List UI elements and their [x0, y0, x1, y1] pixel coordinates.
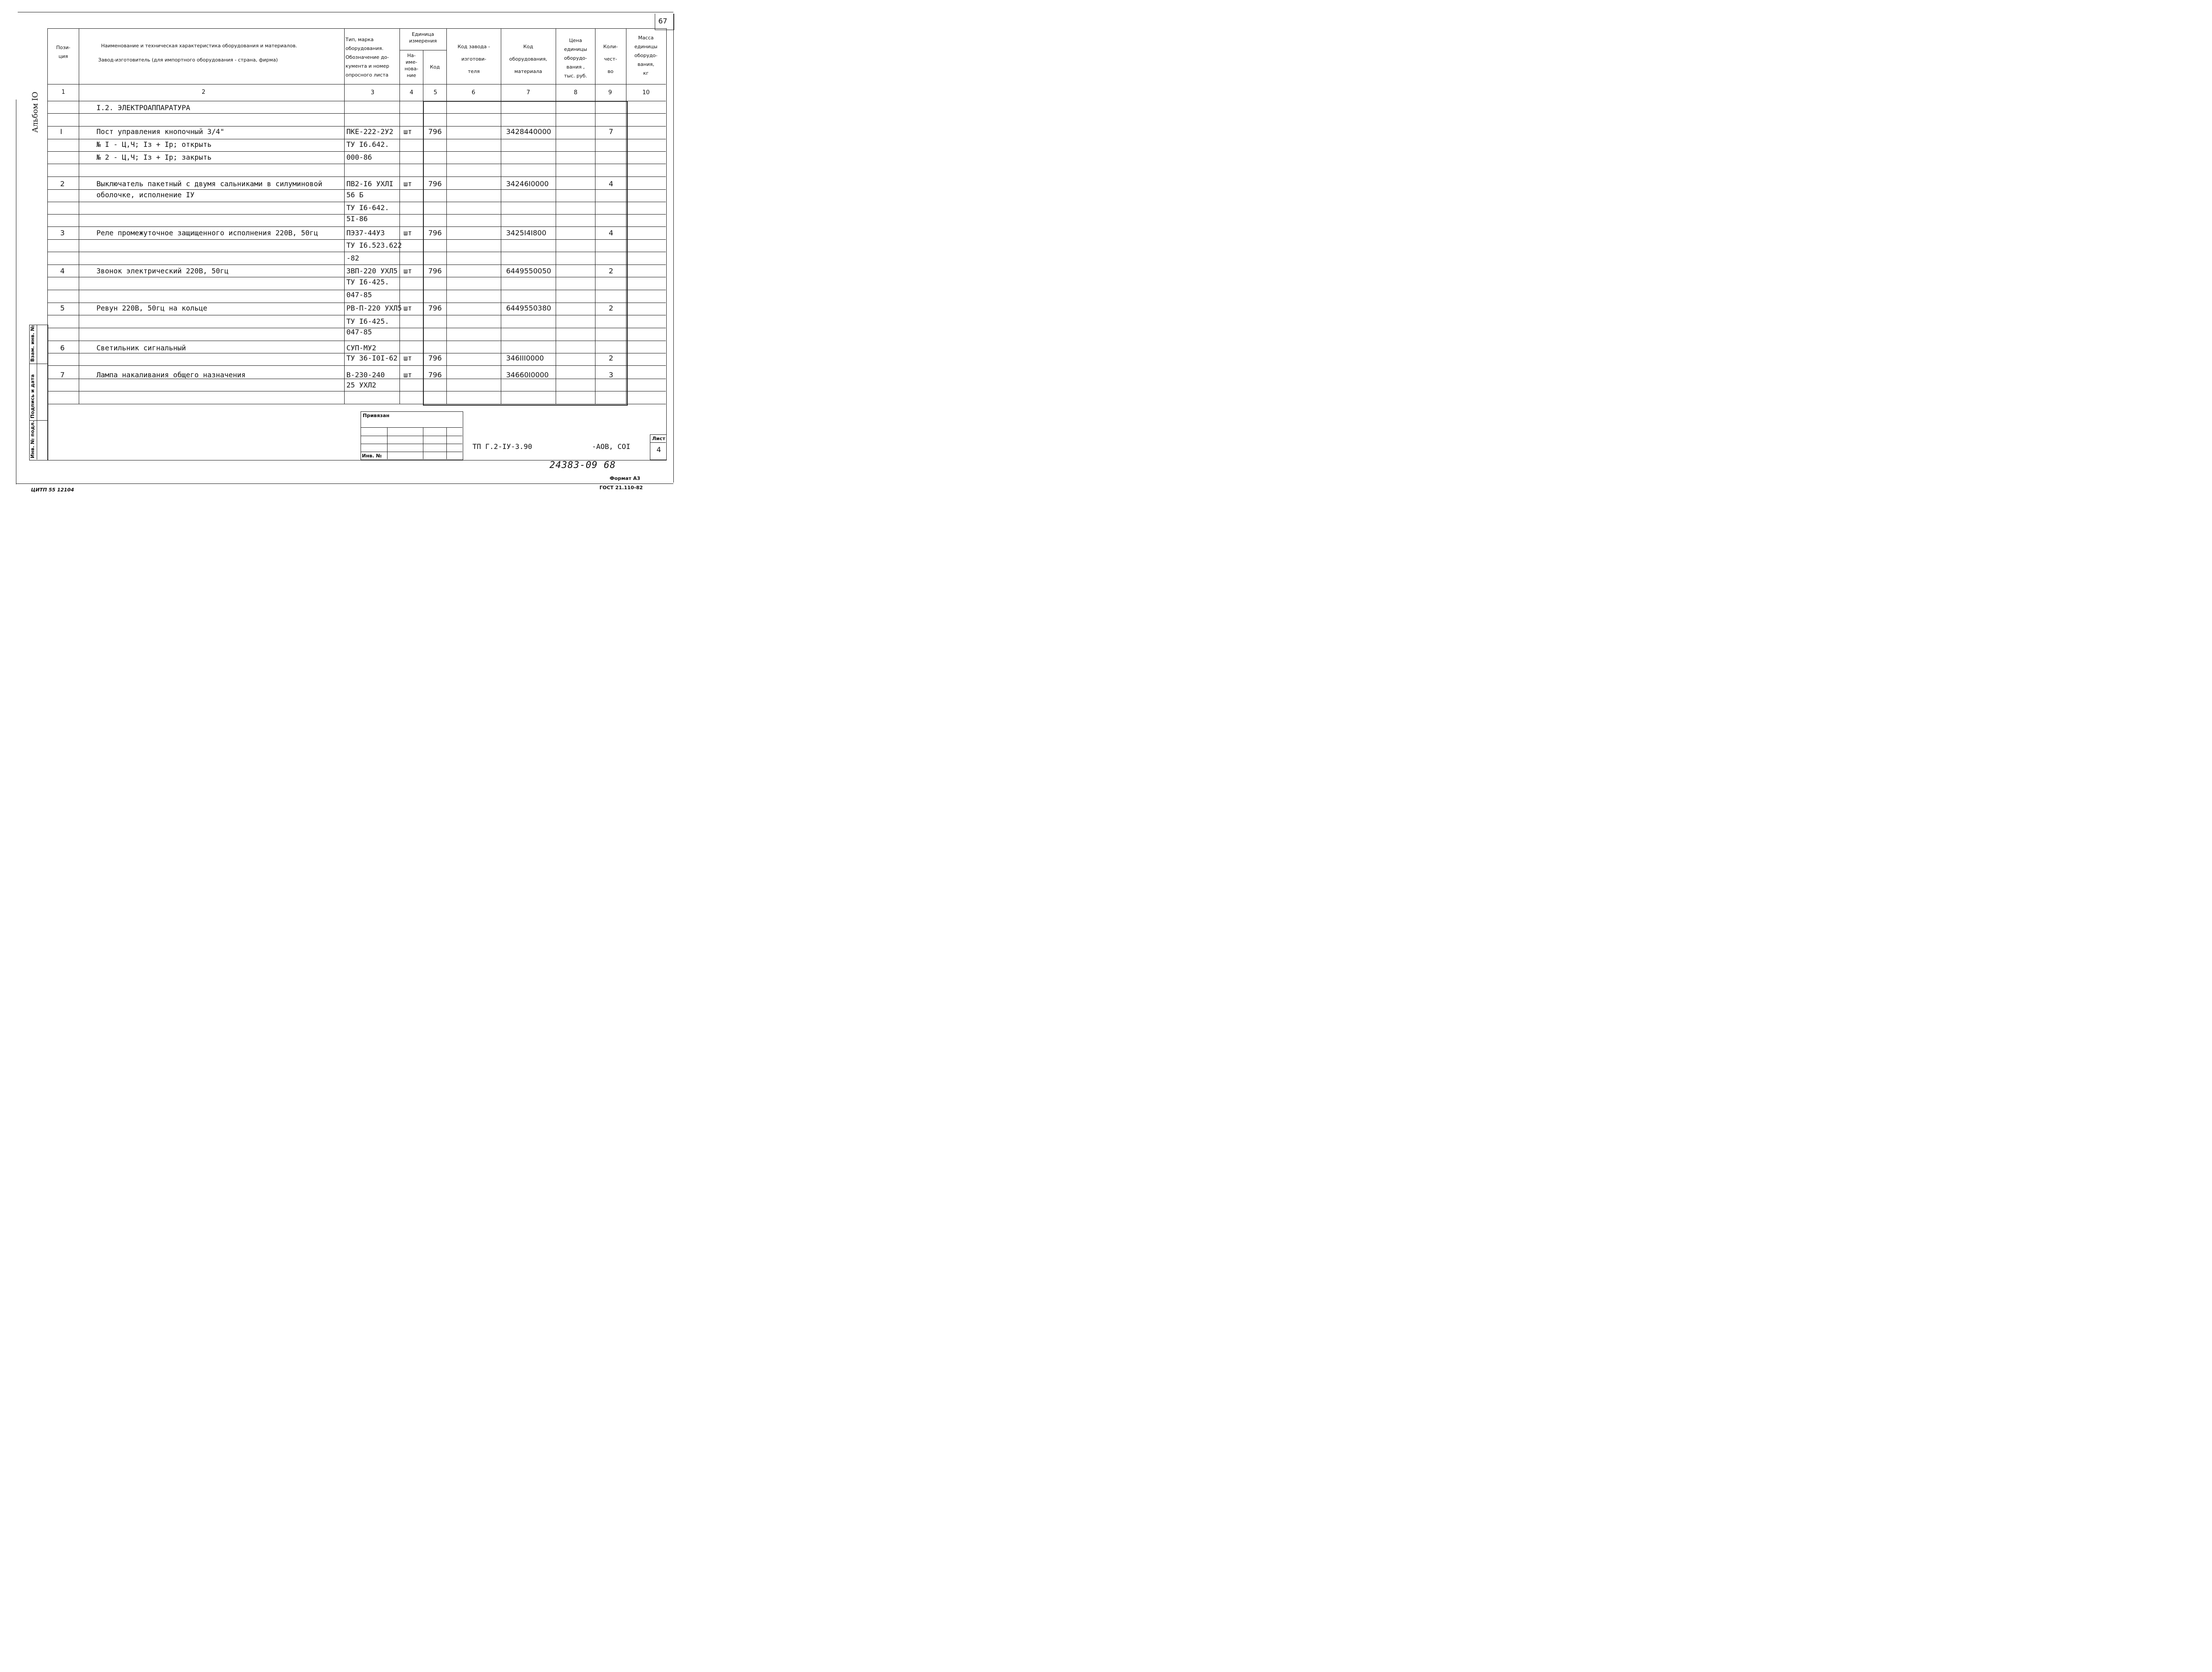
citp-label: ЦИТП 55 12104 — [31, 487, 74, 493]
row-qty: 7 — [609, 127, 614, 136]
side-label-vzam: Взам. инв. № — [30, 325, 35, 362]
row-type: СУП-МУ2 — [346, 344, 376, 352]
row-name: № I - Ц,Ч; Iз + Iр; открыть — [96, 140, 212, 149]
row-unit: шт — [403, 267, 412, 275]
header-quantity: Коли- чест- во — [603, 44, 618, 74]
row-equip_code: 6449550380 — [506, 304, 551, 312]
row-pos: 3 — [60, 229, 65, 237]
col-number-4: 4 — [410, 89, 414, 96]
row-type: ТУ I6-425. — [346, 317, 389, 326]
row-name: № 2 - Ц,Ч; Iз + Iр; закрыть — [96, 153, 212, 161]
row-code: 796 — [428, 180, 442, 188]
row-qty: 4 — [609, 180, 614, 188]
row-equip_code: 3428440000 — [506, 127, 551, 136]
handwritten-number: 24383-09 68 — [549, 460, 616, 470]
sheet-label: Лист — [652, 436, 665, 441]
row-unit: шт — [403, 229, 412, 237]
row-name: Ревун 220В, 50гц на кольце — [96, 304, 207, 312]
col-number-8: 8 — [574, 89, 578, 96]
sheet-number: 4 — [657, 445, 661, 454]
header-position: Пози- ция — [56, 45, 70, 59]
row-equip_code: 34246I0000 — [506, 180, 549, 188]
row-name: Пост управления кнопочный 3/4" — [96, 127, 224, 136]
page-number: 67 — [658, 17, 668, 25]
row-qty: 2 — [609, 304, 614, 312]
row-qty: 4 — [609, 229, 614, 237]
gost-label: ГОСТ 21.110-82 — [599, 485, 643, 491]
row-qty: 2 — [609, 354, 614, 362]
row-pos: 5 — [60, 304, 65, 312]
row-name: Реле промежуточное защищенного исполнения 220В, 50гц — [96, 229, 318, 237]
row-type: -82 — [346, 254, 359, 262]
bound-label: Привязан — [363, 413, 390, 418]
row-type: ТУ 36-I0I-62 — [346, 354, 398, 362]
row-type: ТУ I6.523.622 — [346, 241, 402, 249]
row-unit: шт — [403, 180, 412, 188]
doc-code: ТП Г.2-IУ-3.90 — [472, 442, 532, 451]
header-mass: Масса единицы оборудо- вания, кг — [634, 35, 658, 76]
col-number-3: 3 — [371, 89, 375, 96]
row-equip_code: 34660I0000 — [506, 371, 549, 379]
col-number-9: 9 — [608, 89, 612, 96]
row-type: 25 УХЛ2 — [346, 381, 376, 389]
format-label: Формат А3 — [610, 476, 641, 481]
row-type: В-230-240 — [346, 371, 385, 379]
header-factory-code: Код завода - изготови- теля — [457, 44, 490, 74]
row-unit: шт — [403, 371, 412, 379]
row-unit: шт — [403, 127, 412, 136]
header-name-line1: Наименование и техническая характеристика оборудования и материалов. — [101, 43, 297, 49]
row-pos: 2 — [60, 180, 65, 188]
row-type: ЗВП-220 УХЛ5 — [346, 267, 398, 275]
row-code: 796 — [428, 371, 442, 379]
inv-label: Инв. № — [362, 453, 382, 459]
row-name: Звонок электрический 220В, 50гц — [96, 267, 229, 275]
row-type: ТУ I6-425. — [346, 278, 389, 286]
col-number-2: 2 — [202, 89, 206, 96]
row-code: 796 — [428, 354, 442, 362]
row-qty: 3 — [609, 371, 614, 379]
row-pos: 7 — [60, 371, 65, 379]
row-unit: шт — [403, 304, 412, 312]
col-number-7: 7 — [526, 89, 530, 96]
header-unit-name: На- име- нова- ние — [404, 53, 419, 78]
row-equip_code: 3425I4I800 — [506, 229, 546, 237]
col-number-10: 10 — [642, 89, 650, 96]
row-type: ТУ I6.642. — [346, 140, 389, 149]
side-label-podpis: Подпись и дата — [30, 374, 35, 418]
col-number-1: 1 — [61, 89, 65, 96]
album-label: Альбом IO — [31, 92, 40, 133]
row-name: оболочке, исполнение IУ — [96, 191, 195, 199]
row-name: Светильник сигнальный — [96, 344, 186, 352]
section-title: I.2. ЭЛЕКТРОАППАРАТУРА — [96, 104, 190, 112]
row-type: ПКЕ-222-2У2 — [346, 127, 393, 136]
row-name: Лампа накаливания общего назначения — [96, 371, 246, 379]
row-type: ТУ I6-642. — [346, 203, 389, 212]
header-type: Тип, марка оборудования. Обозначение до- кумента и номер опросного листа — [346, 37, 389, 78]
header-unit-code: Код — [430, 64, 440, 70]
row-type: 56 Б — [346, 191, 364, 199]
header-name-line2: Завод-изготовитель (для импортного оборудования - страна, фирма) — [98, 57, 278, 63]
row-qty: 2 — [609, 267, 614, 275]
row-code: 796 — [428, 229, 442, 237]
row-unit: шт — [403, 354, 412, 362]
row-type: 000-86 — [346, 153, 372, 161]
row-code: 796 — [428, 267, 442, 275]
row-equip_code: 346III0000 — [506, 354, 544, 362]
row-code: 796 — [428, 127, 442, 136]
row-type: 5I-86 — [346, 215, 368, 223]
header-equipment-code: Код оборудования, материала — [509, 44, 547, 74]
col-number-5: 5 — [434, 89, 438, 96]
row-equip_code: 6449550050 — [506, 267, 551, 275]
row-type: 047-85 — [346, 328, 372, 336]
doc-suffix: -АОВ, СОI — [592, 442, 630, 451]
row-pos: 4 — [60, 267, 65, 275]
row-type: 047-85 — [346, 291, 372, 299]
row-pos: I — [60, 127, 62, 136]
row-code: 796 — [428, 304, 442, 312]
header-price: Цена единицы оборудо- вания , тыс. руб. — [564, 38, 588, 79]
row-type: РВ-П-220 УХЛ5 — [346, 304, 402, 312]
row-name: Выключатель пакетный с двумя сальниками в силуминовой — [96, 180, 323, 188]
side-label-inv-podl: Инв. № подл. — [30, 420, 35, 458]
header-unit-group: Единица измерения — [409, 31, 437, 44]
col-number-6: 6 — [472, 89, 476, 96]
row-type: ПЭ37-44У3 — [346, 229, 385, 237]
row-type: ПВ2-I6 УХЛI — [346, 180, 393, 188]
row-pos: 6 — [60, 344, 65, 352]
